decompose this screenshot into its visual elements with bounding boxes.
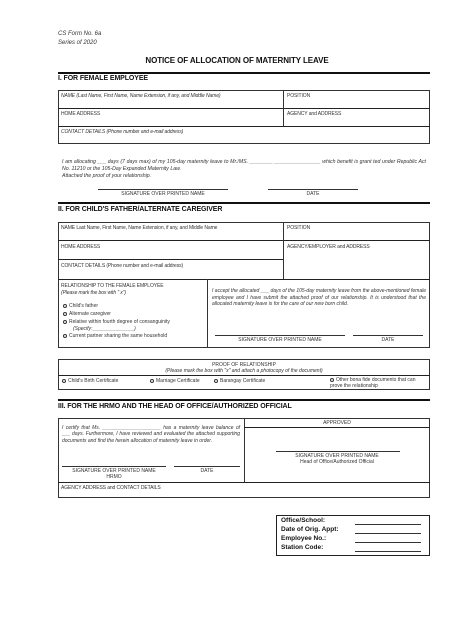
divider (283, 222, 284, 279)
rel-option-caregiver[interactable]: Alternate caregiver (63, 311, 111, 317)
section2-heading: II. FOR CHILD'S FATHER/ALTERNATE CAREGIVER (58, 206, 223, 213)
acceptance-paragraph: I accept the allocated ___ days of the 105-day maternity leave from the above-mentioned female employee and I have submit the attached proof of our relationship. It is understood that the allocated maternity leave is for the care of our new born child. (212, 288, 426, 308)
section1-rule (58, 72, 430, 74)
station-code-field[interactable] (355, 551, 421, 552)
hrmo-signature-label: SIGNATURE OVER PRINTED NAME (72, 468, 156, 474)
rel-option-relative[interactable]: Relative within fourth degree of consanguinity (63, 319, 170, 325)
orig-appt-label: Date of Orig. Appt: (281, 526, 339, 533)
head-of-office-label: Head of Office/Authorized Official (300, 459, 374, 465)
date-label: DATE (306, 191, 320, 197)
female-position-field[interactable]: POSITION (287, 93, 311, 99)
father-agency-field[interactable]: AGENCY/EMPLOYER and ADDRESS (287, 244, 370, 250)
station-code-label: Station Code: (281, 544, 324, 551)
signature-line[interactable] (276, 451, 400, 452)
form-no-text: CS Form No. 6a (58, 31, 102, 37)
office-school-field[interactable] (355, 524, 421, 525)
divider (244, 427, 430, 428)
rel-option-partner[interactable]: Current partner sharing the same household (63, 333, 167, 339)
divider (58, 108, 430, 109)
checkbox-icon (62, 379, 66, 383)
allocation-paragraph: I am allocating ___ days (7 days max) of my 105-day maternity leave to Mr./MS. ________ ________________ which benefit is grant ted under Republic Act No. 11210 or the 105-Day Expanded Maternity Law. (62, 159, 426, 172)
date-line[interactable] (174, 466, 240, 467)
signature-label: SIGNATURE OVER PRINTED NAME (238, 337, 322, 343)
father-name-field[interactable]: NAME Last Name, First Name, Name Extension, if any, and Middle Name (61, 225, 218, 231)
date-label: DATE (200, 468, 214, 474)
proof-title: PROOF OF RELATIONSHIP (212, 362, 276, 368)
female-agency-field[interactable]: AGENCY and ADDRESS (287, 111, 342, 117)
agency-contact-field[interactable]: AGENCY ADDRESS and CONTACT DETAILS (61, 485, 161, 491)
checkbox-icon (214, 379, 218, 383)
employee-no-field[interactable] (355, 542, 421, 543)
date-label: DATE (381, 337, 395, 343)
section2-rule (58, 202, 430, 204)
head-signature-label: SIGNATURE OVER PRINTED NAME (295, 453, 379, 459)
signature-label: SIGNATURE OVER PRINTED NAME (121, 191, 205, 197)
certification-paragraph: I certify that Ms. _____________________ has a maternity leave balance of ___ days. Furthermore, I have reviewed and evaluated the attached supporting documents and find the herein allocation of maternity leave in order. (62, 425, 240, 444)
proof-birth-certificate[interactable]: Child's Birth Certificate (62, 378, 118, 384)
female-contact-field[interactable]: CONTACT DETAILS (Phone number and e-mail address) (61, 129, 184, 135)
female-name-field[interactable]: NAME (Last Name, First Name, Name Extension, if any, and Middle Name) (61, 93, 221, 99)
proof-barangay-certificate[interactable]: Barangay Certificate (214, 378, 265, 384)
divider (58, 126, 430, 127)
proof-other-documents[interactable]: Other bona fide documents that can prove the relationship (330, 377, 416, 389)
approved-label: APPROVED (323, 420, 351, 426)
proof-marriage-certificate[interactable]: Marriage Certificate (150, 378, 200, 384)
section1-heading: I. FOR FEMALE EMPLOYEE (58, 75, 148, 82)
checkbox-icon (63, 334, 67, 338)
divider (58, 375, 430, 376)
divider (58, 259, 283, 260)
relationship-subtitle: (Please mark the box with " x") (61, 290, 126, 296)
proof-subtitle: (Please mark the box with "x" and attach a photocopy of the document) (165, 368, 323, 374)
employee-no-label: Employee No.: (281, 535, 327, 542)
father-home-address-field[interactable]: HOME ADDRESS (61, 244, 101, 250)
divider (58, 279, 430, 280)
form-number (58, 30, 101, 48)
signature-line[interactable] (98, 189, 228, 190)
checkbox-icon (63, 312, 67, 316)
rel-specify-field[interactable]: (Specify:_______________) (73, 326, 136, 332)
female-home-address-field[interactable]: HOME ADDRESS (61, 111, 101, 117)
father-contact-field[interactable]: CONTACT DETAILS (Phone number and e-mail address) (61, 263, 184, 269)
signature-line[interactable] (215, 335, 345, 336)
divider (207, 279, 208, 348)
rel-option-father[interactable]: Child's father (63, 303, 98, 309)
divider (58, 482, 430, 483)
office-school-label: Office/School: (281, 517, 326, 524)
date-line[interactable] (353, 335, 423, 336)
series-text: Series of 2020 (58, 40, 97, 46)
checkbox-icon (150, 379, 154, 383)
date-line[interactable] (268, 189, 358, 190)
checkbox-icon (63, 304, 67, 308)
section3-rule (58, 399, 430, 401)
signature-line[interactable] (62, 466, 166, 467)
divider (58, 240, 430, 241)
section3-heading: III. FOR THE HRMO AND THE HEAD OF OFFICE/AUTHORIZED OFFICIAL (58, 403, 292, 410)
checkbox-icon (330, 378, 334, 382)
orig-appt-field[interactable] (355, 533, 421, 534)
relationship-title: RELATIONSHIP TO THE FEMALE EMPLOYEE (61, 283, 164, 289)
hrmo-label: HRMO (106, 474, 122, 480)
divider (283, 90, 284, 126)
proof-instruction: Attached the proof of your relationship. (62, 173, 152, 179)
page-title: NOTICE OF ALLOCATION OF MATERNITY LEAVE (145, 56, 329, 65)
checkbox-icon (63, 320, 67, 324)
father-position-field[interactable]: POSITION (287, 225, 311, 231)
